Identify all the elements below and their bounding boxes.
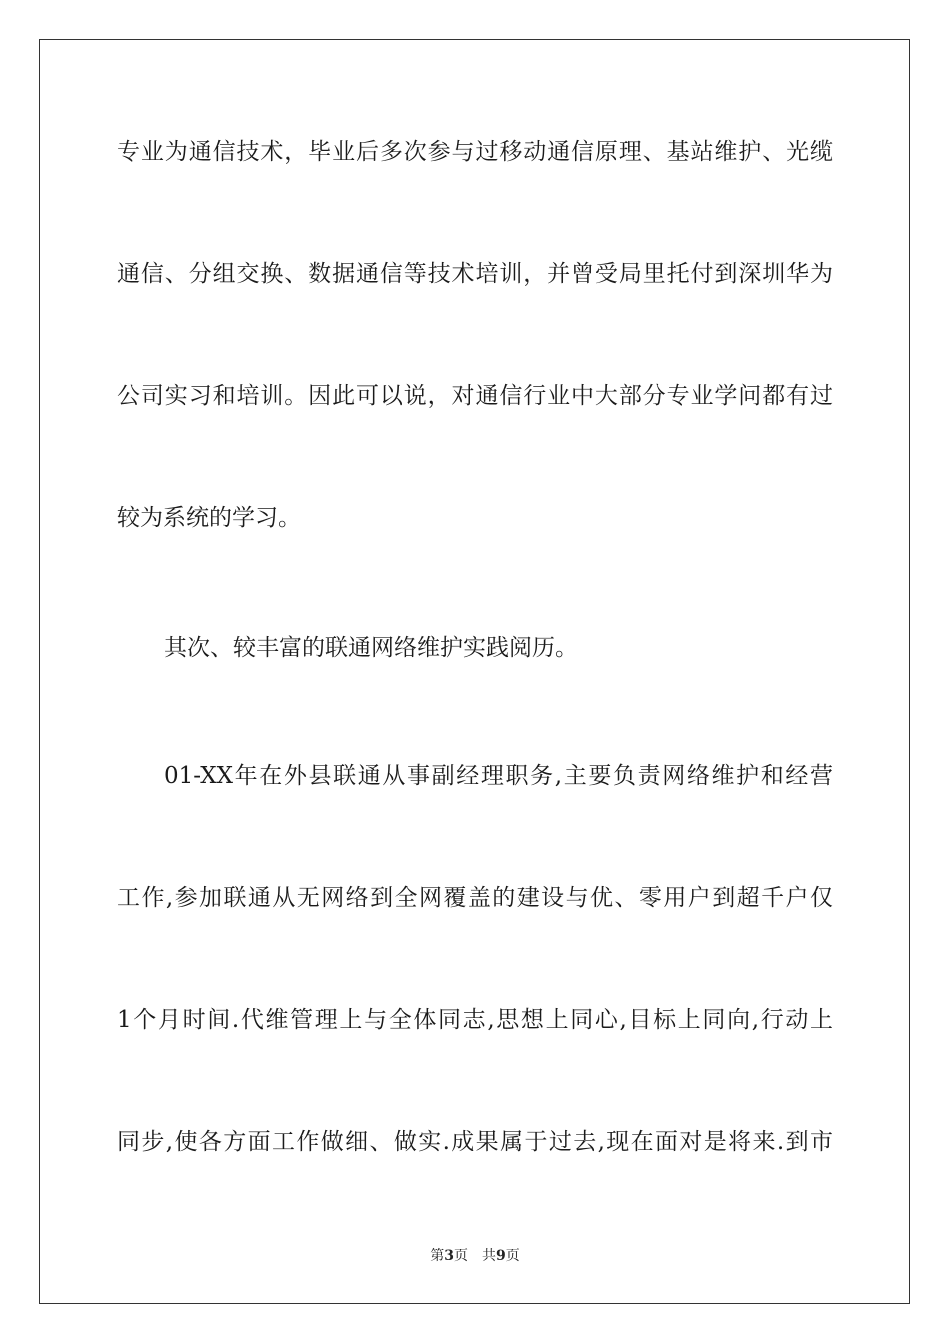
page-footer	[0, 1246, 950, 1266]
paragraph-line: 01-XX年在外县联通从事副经理职务,主要负责网络维护和经营	[164, 763, 833, 789]
total-suffix: 页	[505, 1248, 520, 1264]
total-page-number: 9	[496, 1248, 506, 1264]
paragraph-line: 1个月时间.代维管理上与全体同志,思想上同心,目标上同向,行动上	[117, 1007, 833, 1033]
page-prefix: 第	[430, 1248, 445, 1264]
paragraph-line: 工作,参加联通从无网络到全网覆盖的建设与优、零用户到超千户仅	[117, 885, 833, 911]
paragraph-line: 专业为通信技术，毕业后多次参与过移动通信原理、基站维护、光缆	[117, 139, 833, 165]
page-border	[39, 39, 910, 1304]
current-page-number: 3	[444, 1248, 454, 1264]
paragraph-line: 公司实习和培训。因此可以说，对通信行业中大部分专业学问都有过	[117, 383, 833, 409]
total-prefix: 共	[482, 1248, 496, 1264]
paragraph-line: 同步,使各方面工作做细、做实.成果属于过去,现在面对是将来.到市	[117, 1129, 833, 1155]
paragraph-line: 通信、分组交换、数据通信等技术培训，并曾受局里托付到深圳华为	[117, 261, 833, 287]
paragraph-line: 较为系统的学习。	[117, 505, 301, 531]
page-suffix: 页	[454, 1248, 468, 1264]
section-heading-line: 其次、较丰富的联通网络维护实践阅历。	[164, 635, 578, 661]
